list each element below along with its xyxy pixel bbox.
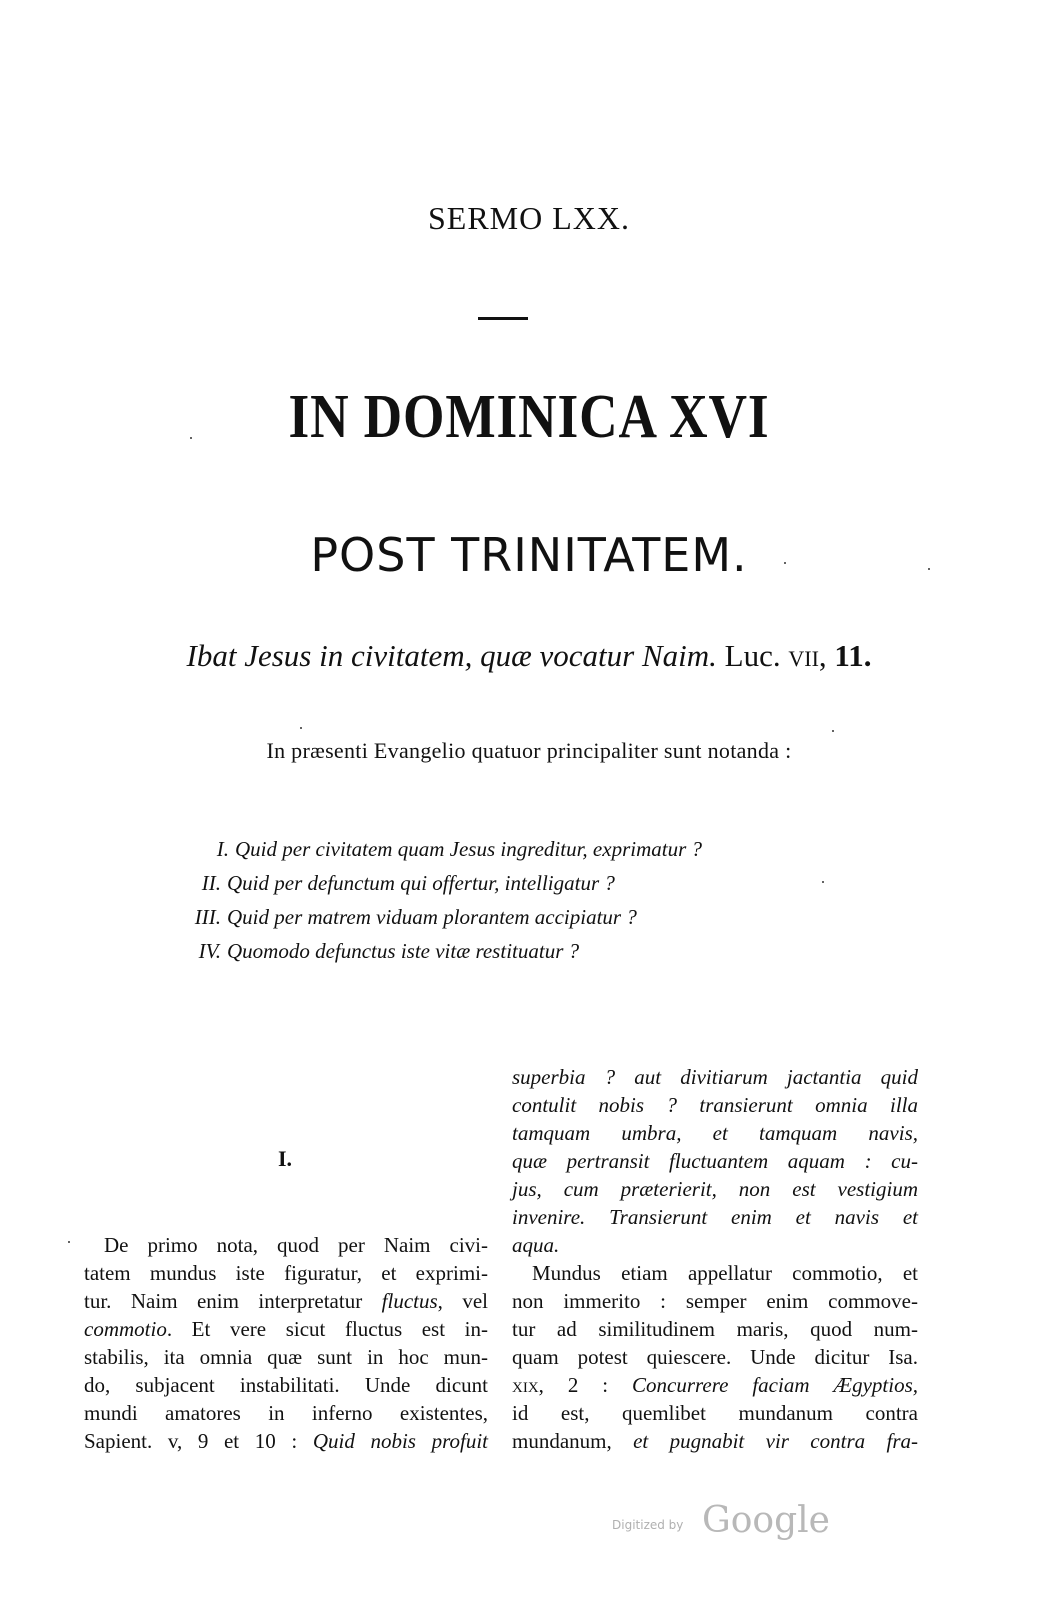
- right-column: [512, 1063, 918, 1455]
- text-line: tatem mundus iste figuratur, et exprimi-: [84, 1261, 488, 1285]
- text-run: xix, 2 :: [512, 1373, 632, 1397]
- italic-run: et pugnabit vir contra fra-: [633, 1429, 918, 1453]
- scan-speck: [190, 437, 192, 439]
- text-run: tur. Naim enim interpretatur: [84, 1289, 382, 1313]
- text-line: non immerito : semper enim commove-: [512, 1289, 918, 1313]
- title-line-1: IN DOMINICA XVI: [288, 383, 770, 451]
- text-line: do, subjacent instabilitati. Unde dicunt: [84, 1373, 488, 1397]
- text-line: [512, 1371, 918, 1399]
- scan-speck: [68, 1241, 70, 1243]
- text-line: id est, quemlibet mundanum contra: [512, 1401, 918, 1425]
- italic-run: commotio: [84, 1317, 167, 1341]
- text-line: quæ pertransit fluctuantem aquam : cu-: [512, 1149, 918, 1173]
- epigraph-ref-chapter: vii,: [788, 638, 827, 673]
- text-line: [84, 1427, 488, 1455]
- question-text: Quid per defunctum qui offertur, intelligatur ?: [227, 871, 615, 895]
- italic-run: Concurrere faciam Ægyptios,: [632, 1373, 918, 1397]
- text-run: , vel: [437, 1289, 489, 1313]
- epigraph-quote: Ibat Jesus in civitatem, quæ vocatur Naim.: [186, 638, 717, 673]
- text-line: tamquam umbra, et tamquam navis,: [512, 1121, 918, 1145]
- question-item: [177, 934, 845, 968]
- text-line: Mundus etiam appellatur commotio, et: [532, 1261, 918, 1285]
- italic-run: fluctus: [381, 1289, 438, 1313]
- text-run: . Et vere sicut fluctus est in-: [166, 1317, 488, 1341]
- epigraph-ref-verse: 11.: [834, 638, 872, 673]
- text-run: Sapient. v, 9 et 10 :: [84, 1429, 313, 1453]
- intro-text: In præsenti Evangelio quatuor principaliter sunt notanda :: [266, 738, 792, 763]
- text-line: mundi amatores in inferno existentes,: [84, 1401, 488, 1425]
- digitized-label: Digitized by: [612, 1518, 684, 1532]
- question-number: I.: [216, 837, 229, 861]
- text-line: quam potest quiescere. Unde dicitur Isa.: [512, 1345, 918, 1369]
- scan-speck: [784, 562, 786, 564]
- question-number: III.: [194, 905, 221, 929]
- left-column: [84, 1231, 488, 1455]
- title-line-2: POST TRINITATEM.: [310, 528, 748, 582]
- question-text: Quomodo defunctus iste vitæ restituatur ?: [227, 939, 580, 963]
- section-number: I.: [277, 1146, 293, 1171]
- sermon-number: SERMO LXX.: [427, 200, 630, 236]
- question-item: [177, 866, 845, 900]
- italic-run: Quid nobis profuit: [312, 1429, 488, 1453]
- text-line: [512, 1427, 918, 1455]
- question-number: IV.: [198, 939, 221, 963]
- digitized-watermark: [612, 1500, 832, 1544]
- text-line: jus, cum præterierit, non est vestigium: [512, 1177, 918, 1201]
- google-logo: Google: [702, 1500, 830, 1541]
- text-line: superbia ? aut divitiarum jactantia quid: [512, 1065, 918, 1089]
- question-number: II.: [201, 871, 221, 895]
- text-line: aqua.: [512, 1233, 560, 1257]
- scan-speck: [832, 730, 834, 732]
- text-run: mundanum,: [512, 1429, 634, 1453]
- text-line: contulit nobis ? transierunt omnia illa: [512, 1093, 918, 1117]
- question-text: Quid per matrem viduam plorantem accipiatur ?: [227, 905, 637, 929]
- text-line: stabilis, ita omnia quæ sunt in hoc mun-: [84, 1345, 488, 1369]
- question-text: Quid per civitatem quam Jesus ingreditur, exprimatur ?: [235, 837, 702, 861]
- question-item: [185, 832, 845, 866]
- scan-speck: [928, 568, 930, 570]
- text-line: tur ad similitudinem maris, quod num-: [512, 1317, 918, 1341]
- title-rule: [478, 317, 528, 320]
- question-item: [177, 900, 845, 934]
- text-line: [84, 1287, 488, 1315]
- question-list: [185, 832, 845, 968]
- scan-speck: [300, 727, 302, 729]
- epigraph-ref-book: Luc.: [724, 638, 781, 673]
- scan-speck: [822, 881, 824, 883]
- text-line: [84, 1315, 488, 1343]
- text-line: De primo nota, quod per Naim civi-: [104, 1233, 488, 1257]
- epigraph: [0, 638, 1058, 674]
- text-line: invenire. Transierunt enim et navis et: [512, 1205, 918, 1229]
